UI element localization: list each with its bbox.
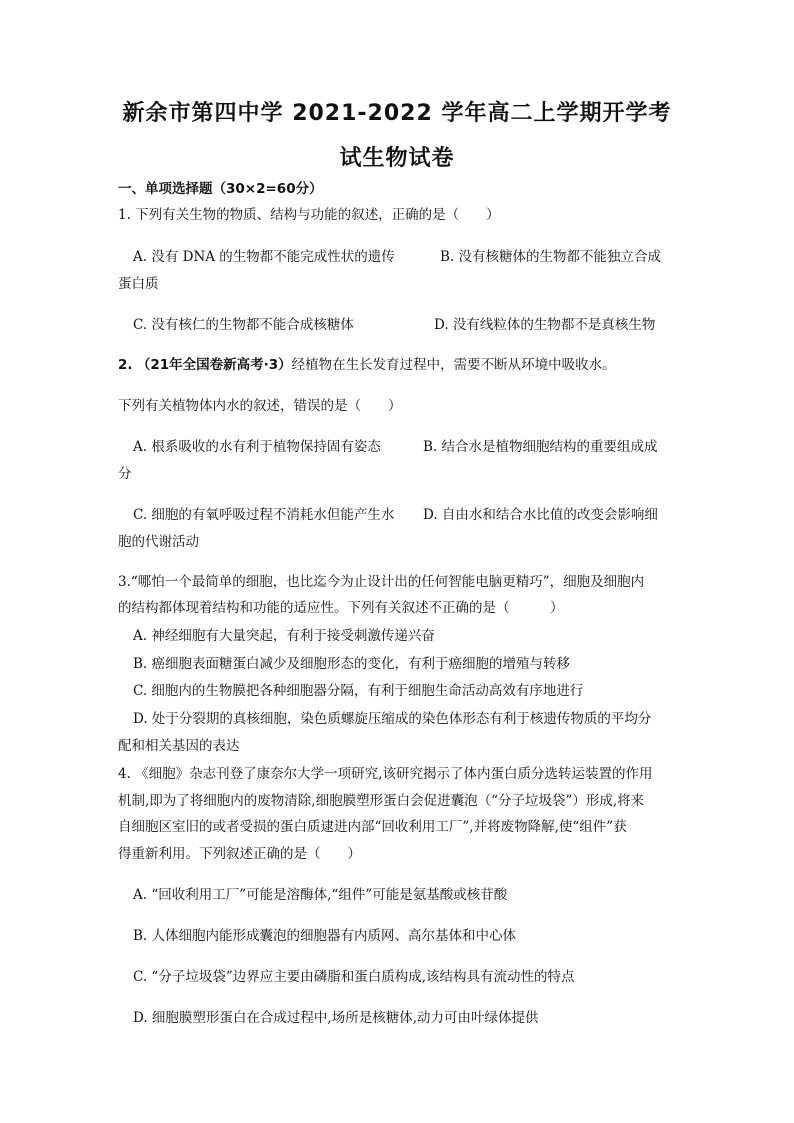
q2-source: （21年全国卷新高考·3） (136, 357, 292, 373)
q3-stem-line1: 3.“哪怕一个最简单的细胞，也比迄今为止设计出的任何智能电脑更精巧”，细胞及细胞内 (118, 574, 645, 590)
q1-option-d: D. 没有线粒体的生物都不是真核生物 (434, 317, 656, 333)
q3-option-d: D. 处于分裂期的真核细胞，染色质螺旋压缩成的染色体形态有利于核遗传物质的平均分 (133, 711, 652, 727)
q4-option-a: A. “回收利用工厂”可能是溶酶体,“组件”可能是氨基酸或核苷酸 (133, 887, 508, 903)
q3-option-d-continued: 配和相关基因的表达 (118, 738, 240, 754)
q2-stem-line2: 下列有关植物体内水的叙述，错误的是（ ） (118, 398, 402, 414)
q4-option-d: D. 细胞膜塑形蛋白在合成过程中,场所是核糖体,动力可由叶绿体提供 (133, 1010, 539, 1026)
q2-option-b-continued: 分 (118, 466, 132, 482)
q4-stem-line3: 自细胞区室旧的或者受损的蛋白质逮进内部“回收利用工厂”,并将废物降解,使“组件”获 (118, 819, 627, 835)
q1-option-b: B. 没有核糖体的生物都不能独立合成 (440, 249, 662, 265)
q2-option-c: C. 细胞的有氧呼吸过程不消耗水但能产生水 (133, 507, 395, 523)
q1-option-a: A. 没有 DNA 的生物都不能完成性状的遗传 (133, 249, 395, 265)
q2-option-d: D. 自由水和结合水比值的改变会影响细 (423, 507, 658, 523)
q3-option-b: B. 癌细胞表面糖蛋白减少及细胞形态的变化，有利于癌细胞的增殖与转移 (133, 656, 571, 672)
q3-option-c: C. 细胞内的生物膜把各种细胞器分隔，有利于细胞生命活动高效有序地进行 (133, 683, 584, 699)
q2-stem (118, 356, 678, 374)
exam-title-line2: 试生物试卷 (339, 146, 455, 171)
q4-option-b: B. 人体细胞内能形成囊泡的细胞器有内质网、高尔基体和中心体 (133, 928, 517, 944)
q4-stem-line1: 4. 《细胞》杂志刊登了康奈尔大学一项研究,该研究揭示了体内蛋白质分选转运装置的作用 (118, 766, 653, 782)
q4-stem-line4: 得重新利用。下列叙述正确的是（ ） (118, 846, 361, 862)
q1-option-b-continued: 蛋白质 (118, 276, 159, 292)
q2-number: 2. (118, 357, 133, 373)
q2-option-b: B. 结合水是植物细胞结构的重要组成成 (423, 439, 658, 455)
exam-title-line1: 新余市第四中学 2021-2022 学年高二上学期开学考 (122, 101, 672, 126)
q4-option-c: C. “分子垃圾袋”边界应主要由磷脂和蛋白质构成,该结构具有流动性的特点 (133, 969, 575, 985)
q2-option-a: A. 根系吸收的水有利于植物保持固有姿态 (133, 439, 381, 455)
section-heading: 一、单项选择题（30×2=60分） (118, 181, 323, 197)
q2-stem-text: 经植物在生长发育过程中，需要不断从环境中吸收水。 (291, 357, 616, 373)
q3-stem-line2: 的结构都体现着结构和功能的适应性。下列有关叙述不正确的是（ ） (118, 600, 564, 616)
q4-stem-line2: 机制,即为了将细胞内的废物清除,细胞膜塑形蛋白会促进囊泡（“分子垃圾袋”）形成,将来 (118, 793, 645, 809)
q2-option-d-continued: 胞的代谢活动 (118, 534, 199, 550)
q1-stem: 1. 下列有关生物的物质、结构与功能的叙述，正确的是（ ） (118, 207, 500, 223)
q3-option-a: A. 神经细胞有大量突起，有利于接受刺激传递兴奋 (133, 628, 435, 644)
q1-option-c: C. 没有核仁的生物都不能合成核糖体 (133, 317, 354, 333)
